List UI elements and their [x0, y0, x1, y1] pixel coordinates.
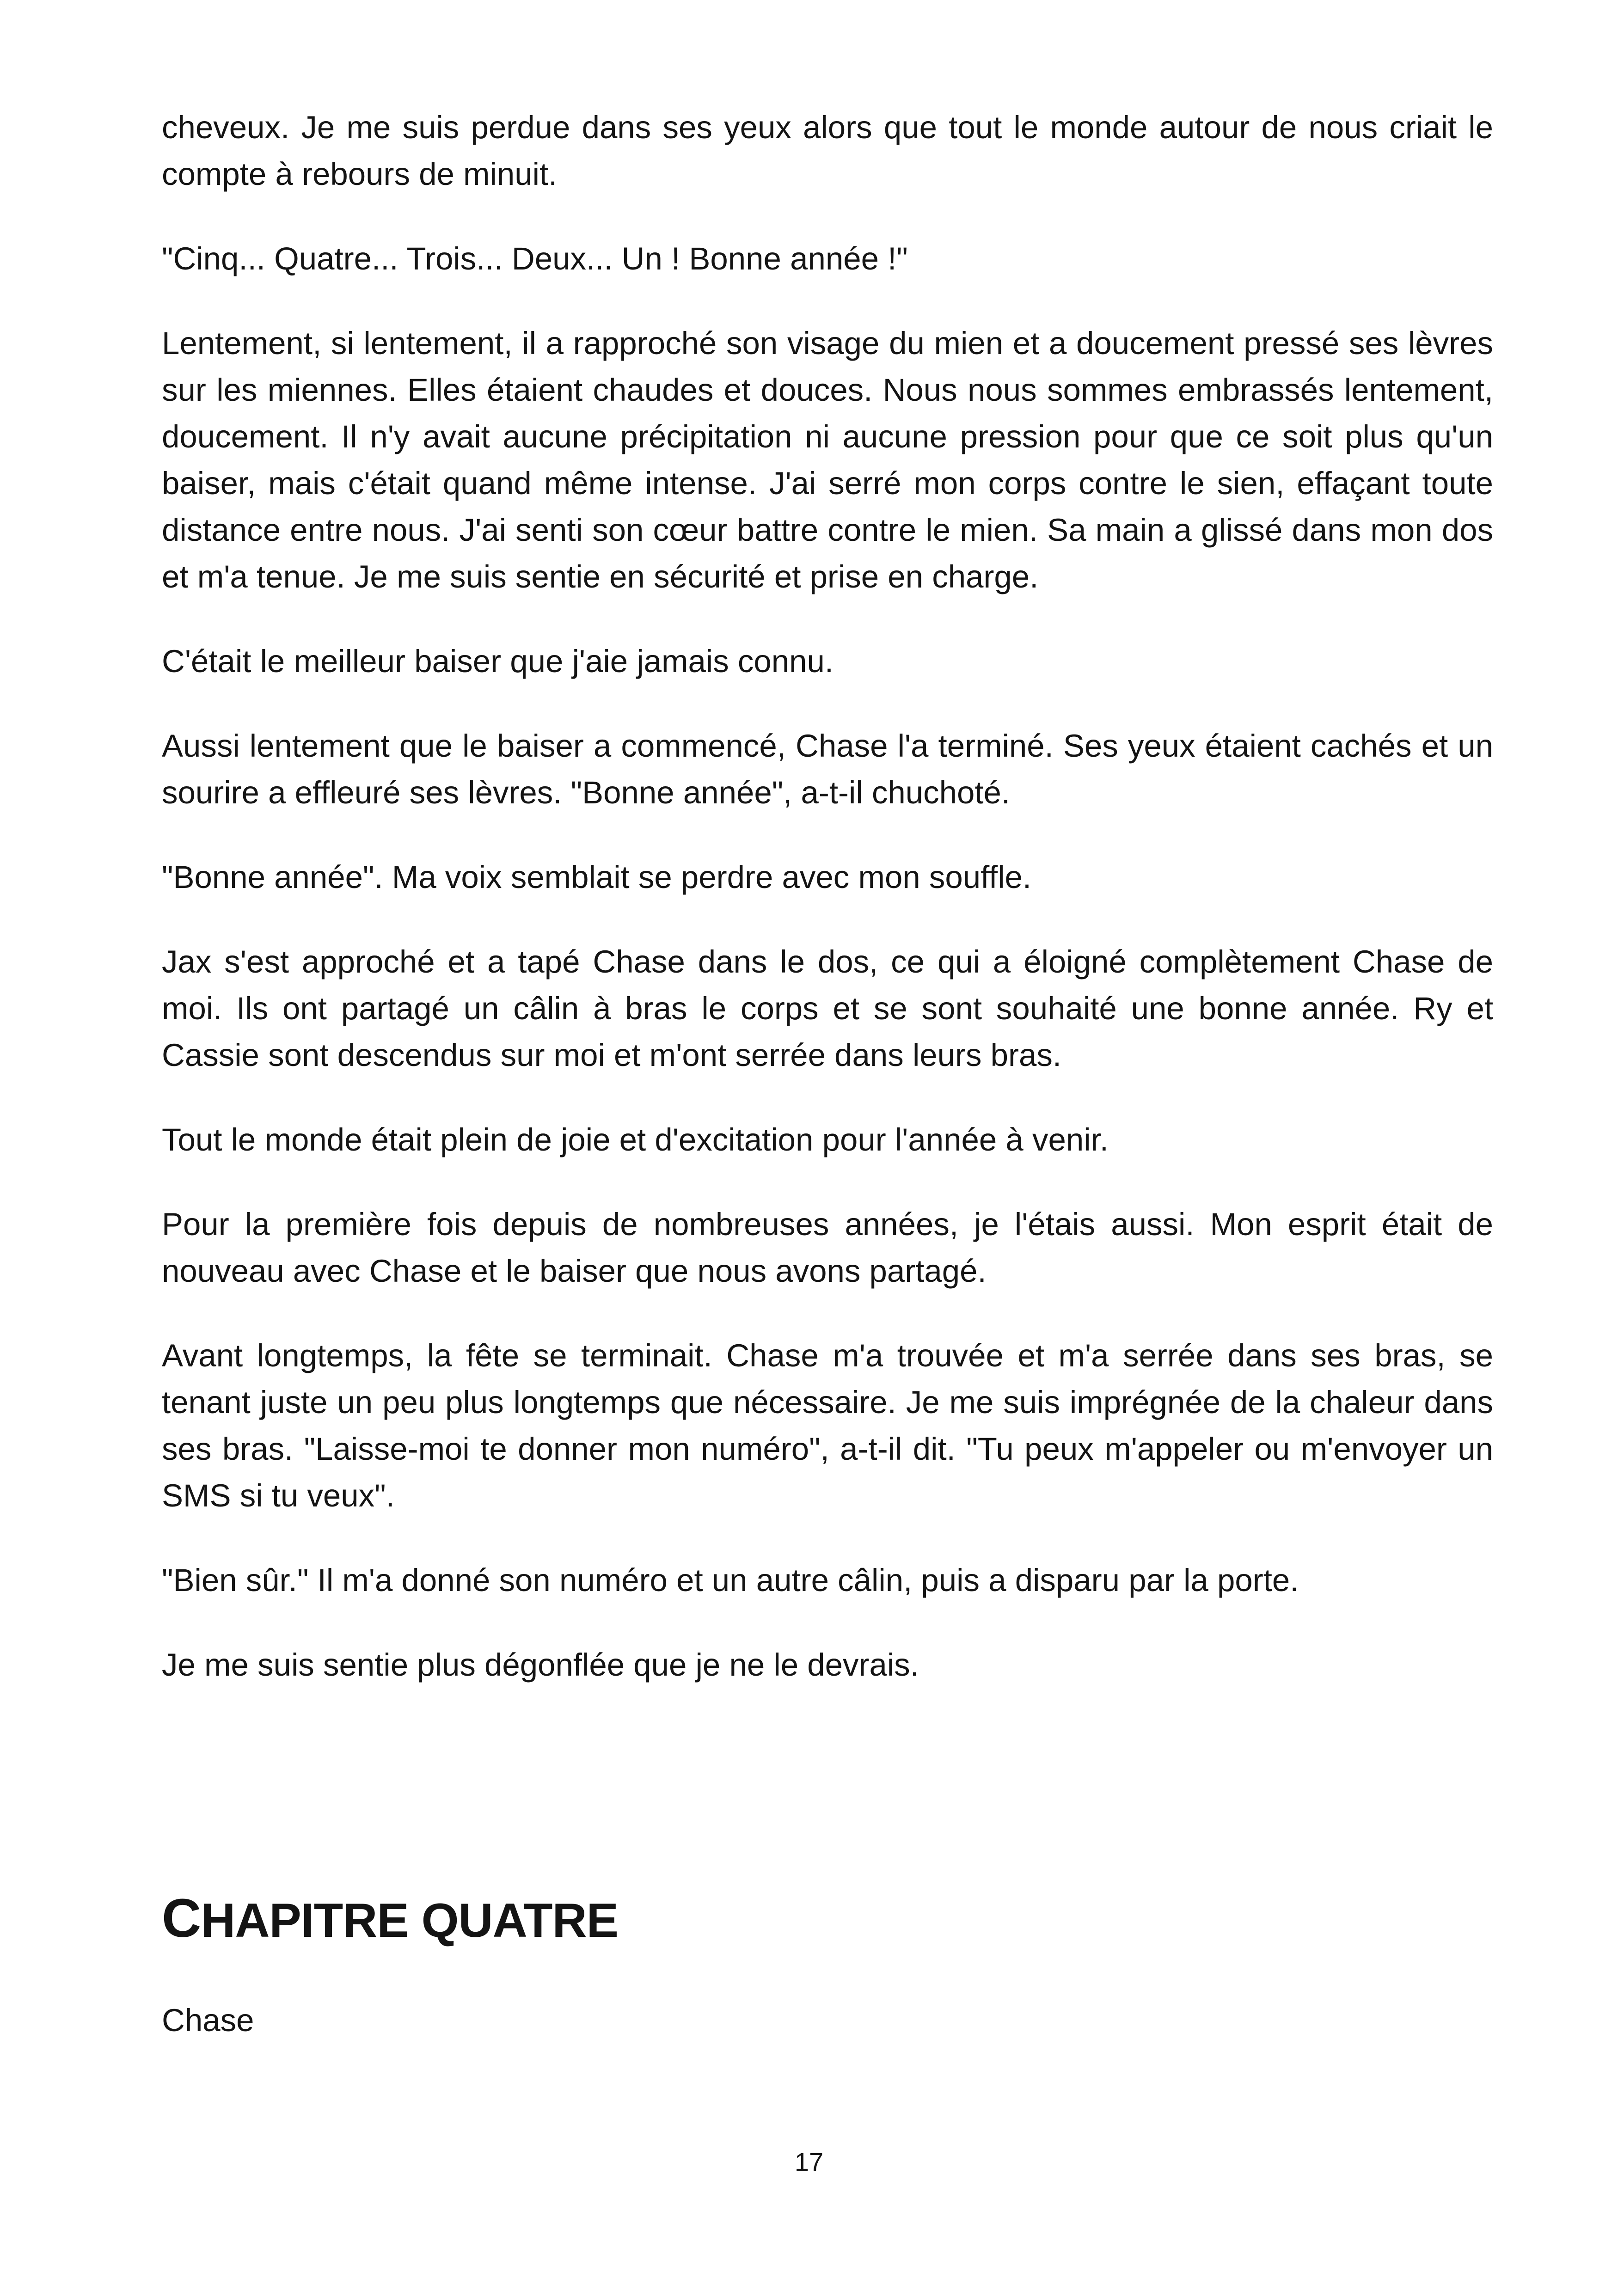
paragraph-1: cheveux. Je me suis perdue dans ses yeux alors que tout le monde autour de nous criait le compte à rebours de minuit.	[162, 110, 1493, 192]
chapter-heading-rest: HAPITRE QUATRE	[201, 1894, 618, 1947]
paragraph-4: C'était le meilleur baiser que j'aie jamais connu.	[162, 643, 834, 679]
chapter-heading	[162, 1888, 618, 1949]
paragraph-12: Je me suis sentie plus dégonflée que je ne le devrais.	[162, 1647, 919, 1683]
paragraph-3: Lentement, si lentement, il a rapproché son visage du mien et a doucement pressé ses lèvres sur les miennes. Elles étaient chaudes et douces. Nous nous sommes embrassés lentement, doucement. Il n'y avait aucune précipitation ni aucune pression pour que ce soit plus qu'un baiser, mais c'était quand même intense. J'ai serré mon corps contre le sien, effaçant toute distance entre nous. J'ai senti son cœur battre contre le mien. Sa main a glissé dans mon dos et m'a tenue. Je me suis sentie en sécurité et prise en charge.	[162, 325, 1493, 594]
paragraph-8: Tout le monde était plein de joie et d'excitation pour l'année à venir.	[162, 1122, 1109, 1157]
chapter-narrator: Chase	[162, 2002, 254, 2038]
paragraph-10: Avant longtemps, la fête se terminait. Chase m'a trouvée et m'a serrée dans ses bras, se tenant juste un peu plus longtemps que nécessaire. Je me suis imprégnée de la chaleur dans ses bras. "Laisse-moi te donner mon numéro", a-t-il dit. "Tu peux m'appeler ou m'envoyer un SMS si tu veux".	[162, 1338, 1493, 1513]
paragraph-11: "Bien sûr." Il m'a donné son numéro et un autre câlin, puis a disparu par la porte.	[162, 1562, 1299, 1598]
paragraph-6: "Bonne année". Ma voix semblait se perdre avec mon souffle.	[162, 859, 1032, 895]
body-text	[162, 104, 1493, 1726]
paragraph-7: Jax s'est approché et a tapé Chase dans le dos, ce qui a éloigné complètement Chase de moi. Ils ont partagé un câlin à bras le corps et se sont souhaité une bonne année. Ry et Cassie sont descendus sur moi et m'ont serrée dans leurs bras.	[162, 944, 1493, 1073]
paragraph-9: Pour la première fois depuis de nombreuses années, je l'étais aussi. Mon esprit était de nouveau avec Chase et le baiser que nous avons partagé.	[162, 1206, 1493, 1289]
chapter-heading-initial: C	[162, 1888, 201, 1949]
page-number: 17	[794, 2147, 824, 2176]
paragraph-2: "Cinq... Quatre... Trois... Deux... Un ! Bonne année !"	[162, 241, 908, 276]
paragraph-5: Aussi lentement que le baiser a commencé, Chase l'a terminé. Ses yeux étaient cachés et un sourire a effleuré ses lèvres. "Bonne année", a-t-il chuchoté.	[162, 728, 1493, 810]
